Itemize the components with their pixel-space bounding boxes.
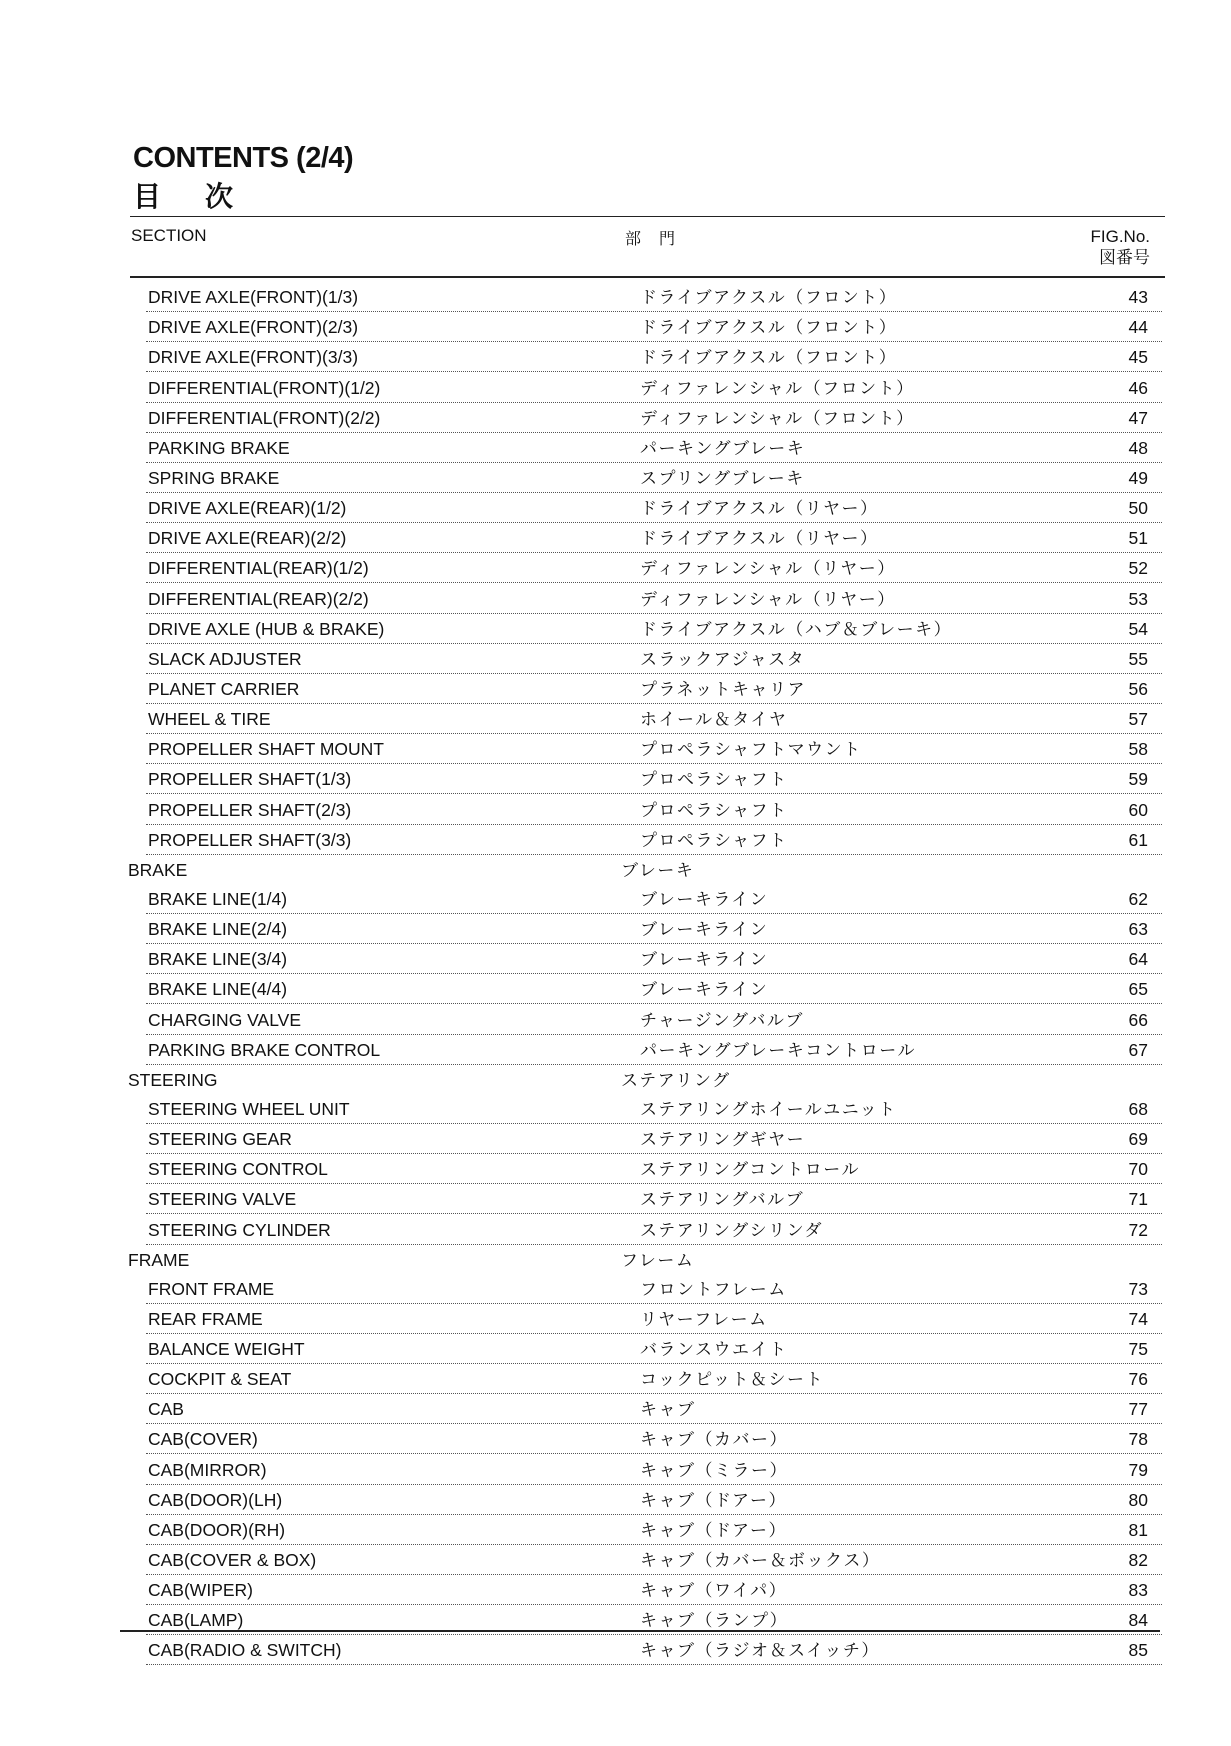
fig-number: 84 [1128, 1610, 1148, 1631]
section-name: BRAKE LINE(3/4) [148, 949, 288, 970]
fig-number: 53 [1128, 588, 1148, 609]
fig-number: 43 [1128, 287, 1148, 308]
section-name: FRONT FRAME [148, 1278, 275, 1299]
fig-number: 85 [1128, 1640, 1148, 1661]
section-name-ja: ホイール＆タイヤ [640, 710, 788, 731]
contents-row[interactable] [146, 1424, 1162, 1454]
section-name-ja: ドライブアクスル（ハブ＆ブレーキ） [640, 619, 953, 640]
fig-number: 72 [1128, 1219, 1148, 1240]
fig-number: 74 [1128, 1308, 1148, 1329]
section-name: DIFFERENTIAL(REAR)(1/2) [148, 558, 369, 579]
section-name: BALANCE WEIGHT [148, 1339, 305, 1360]
section-name-ja: キャブ（カバー＆ボックス） [640, 1551, 881, 1572]
section-name-ja: キャブ（ラジオ＆スイッチ） [640, 1641, 880, 1662]
contents-row[interactable] [146, 282, 1162, 312]
section-name: CAB [148, 1399, 184, 1420]
contents-row[interactable] [146, 614, 1162, 644]
contents-row[interactable] [146, 523, 1162, 553]
section-name: PROPELLER SHAFT(2/3) [148, 799, 352, 820]
section-name-ja: プロペラシャフト [640, 830, 788, 851]
section-name-ja: キャブ（ワイパ） [640, 1581, 788, 1602]
contents-row[interactable] [146, 1364, 1162, 1394]
section-name-ja: プロペラシャフトマウント [640, 740, 862, 761]
section-name-ja: ドライブアクスル（リヤー） [640, 529, 879, 550]
section-name-ja: ドライブアクスル（フロント） [640, 318, 898, 339]
section-name-ja: バランスウエイト [640, 1340, 788, 1361]
fig-number: 48 [1128, 437, 1148, 458]
contents-row[interactable] [146, 1035, 1162, 1065]
contents-row[interactable] [146, 794, 1162, 824]
contents-row[interactable] [146, 312, 1162, 342]
fig-number: 46 [1128, 377, 1148, 398]
section-name: DRIVE AXLE (HUB & BRAKE) [148, 618, 385, 639]
section-name: CAB(COVER) [148, 1429, 258, 1450]
section-name: FRAME [128, 1249, 190, 1270]
section-name-ja: キャブ（カバー） [640, 1430, 788, 1451]
contents-row[interactable] [146, 342, 1162, 372]
section-name-ja: ディファレンシャル（リヤー） [640, 559, 896, 580]
fig-number: 64 [1128, 949, 1148, 970]
contents-row[interactable] [146, 644, 1162, 674]
section-name-ja: キャブ [640, 1400, 696, 1421]
contents-row[interactable] [146, 1485, 1162, 1515]
section-name-ja: キャブ（ドアー） [640, 1490, 787, 1511]
section-name-ja: ブレーキライン [640, 980, 769, 1001]
section-name: DIFFERENTIAL(REAR)(2/2) [148, 588, 369, 609]
section-name: CAB(LAMP) [148, 1610, 244, 1631]
section-name-ja: ステアリングホイールユニット [640, 1099, 897, 1120]
section-name: PARKING BRAKE CONTROL [148, 1039, 381, 1060]
contents-row[interactable] [146, 1575, 1162, 1605]
section-name-ja: コックピット＆シート [640, 1370, 824, 1391]
contents-row[interactable] [146, 463, 1162, 493]
contents-row[interactable] [146, 1545, 1162, 1575]
contents-row[interactable] [146, 1304, 1162, 1334]
fig-no-label-ja: 図番号 [1099, 248, 1150, 267]
fig-number: 71 [1128, 1189, 1148, 1210]
section-name-ja: ドライブアクスル（フロント） [640, 288, 898, 309]
section-name: STEERING CYLINDER [148, 1219, 331, 1240]
section-name: DRIVE AXLE(REAR)(2/2) [148, 528, 347, 549]
fig-number: 70 [1128, 1159, 1148, 1180]
section-name-ja: ブレーキライン [640, 920, 769, 941]
section-name-ja: ディファレンシャル（フロント） [640, 408, 915, 429]
fig-number: 68 [1128, 1098, 1148, 1119]
section-name: CAB(DOOR)(LH) [148, 1489, 283, 1510]
section-name: PROPELLER SHAFT MOUNT [148, 739, 384, 760]
fig-number: 49 [1128, 467, 1148, 488]
section-name: SLACK ADJUSTER [148, 648, 302, 669]
section-name-ja: ステアリング [621, 1070, 731, 1091]
section-name: CAB(DOOR)(RH) [148, 1519, 286, 1540]
fig-number: 50 [1128, 498, 1148, 519]
section-name: COCKPIT & SEAT [148, 1369, 292, 1390]
section-name-ja: ステアリングギヤー [640, 1130, 806, 1151]
section-name: PROPELLER SHAFT(3/3) [148, 829, 352, 850]
section-name: WHEEL & TIRE [148, 709, 271, 730]
section-name-ja: キャブ（ランプ） [640, 1611, 789, 1632]
fig-number: 73 [1128, 1278, 1148, 1299]
section-name: DRIVE AXLE(FRONT)(2/3) [148, 317, 359, 338]
fig-number: 76 [1128, 1369, 1148, 1390]
fig-number: 67 [1128, 1039, 1148, 1060]
section-name: BRAKE LINE(4/4) [148, 979, 288, 1000]
section-name: CAB(MIRROR) [148, 1459, 267, 1480]
contents-row[interactable] [146, 764, 1162, 794]
section-group-row [0, 855, 1231, 884]
section-name-ja: スプリングブレーキ [640, 468, 805, 489]
section-name: STEERING CONTROL [148, 1159, 328, 1180]
section-name-ja: ブレーキ [621, 860, 695, 881]
bottom-rule [120, 1630, 1160, 1632]
fig-number: 45 [1128, 347, 1148, 368]
section-name-ja: キャブ（ドアー） [640, 1520, 787, 1541]
fig-number: 78 [1128, 1429, 1148, 1450]
contents-row[interactable] [146, 704, 1162, 734]
contents-row[interactable] [146, 372, 1162, 402]
section-name-ja: ドライブアクスル（リヤー） [640, 499, 879, 520]
column-header-department: 部門 [625, 229, 694, 248]
section-name: STEERING VALVE [148, 1189, 297, 1210]
fig-number: 56 [1128, 678, 1148, 699]
fig-number: 58 [1128, 739, 1148, 760]
contents-row[interactable] [146, 583, 1162, 613]
section-name-ja: フレーム [621, 1250, 695, 1271]
fig-number: 59 [1128, 769, 1148, 790]
section-name-ja: フロントフレーム [640, 1279, 787, 1300]
section-name-ja: パーキングブレーキ [640, 438, 806, 459]
section-name: SPRING BRAKE [148, 467, 280, 488]
section-name: CHARGING VALVE [148, 1009, 301, 1030]
section-name-ja: パーキングブレーキコントロール [640, 1040, 916, 1061]
page-title-ja: 目次 [133, 180, 278, 213]
fig-number: 82 [1128, 1550, 1148, 1571]
section-name-ja: ステアリングバルブ [640, 1190, 805, 1211]
section-name: DRIVE AXLE(REAR)(1/2) [148, 498, 347, 519]
contents-row[interactable] [146, 914, 1162, 944]
contents-row[interactable] [146, 1124, 1162, 1154]
section-name-ja: ステアリングシリンダ [640, 1220, 823, 1241]
section-name: BRAKE LINE(1/4) [148, 888, 288, 909]
contents-row[interactable] [146, 974, 1162, 1004]
section-name: BRAKE [128, 859, 188, 880]
contents-row[interactable] [146, 403, 1162, 433]
fig-number: 44 [1128, 317, 1148, 338]
section-name: CAB(RADIO & SWITCH) [148, 1640, 342, 1661]
contents-row[interactable] [146, 1214, 1162, 1244]
section-name-ja: ディファレンシャル（リヤー） [640, 589, 896, 610]
section-name: BRAKE LINE(2/4) [148, 919, 288, 940]
section-name-ja: リヤーフレーム [640, 1309, 768, 1330]
fig-number: 77 [1128, 1399, 1148, 1420]
section-name-ja: チャージングバルブ [640, 1010, 804, 1031]
contents-row[interactable] [146, 884, 1162, 914]
section-name: DRIVE AXLE(FRONT)(3/3) [148, 347, 359, 368]
contents-row[interactable] [146, 1184, 1162, 1214]
section-name-ja: ステアリングコントロール [640, 1160, 860, 1181]
fig-number: 47 [1128, 407, 1148, 428]
section-name: PLANET CARRIER [148, 678, 300, 699]
fig-number: 51 [1128, 528, 1148, 549]
contents-row[interactable] [146, 1454, 1162, 1484]
section-name-ja: ブレーキライン [640, 889, 769, 910]
fig-number: 80 [1128, 1489, 1148, 1510]
fig-number: 54 [1128, 618, 1148, 639]
section-name-ja: キャブ（ミラー） [640, 1460, 788, 1481]
contents-row[interactable] [146, 433, 1162, 463]
contents-row[interactable] [146, 1515, 1162, 1545]
section-group-row [0, 1245, 1231, 1274]
fig-no-label: FIG.No. [1090, 227, 1150, 246]
fig-number: 57 [1128, 709, 1148, 730]
fig-number: 65 [1128, 979, 1148, 1000]
fig-number: 81 [1128, 1519, 1148, 1540]
section-name: CAB(WIPER) [148, 1580, 253, 1601]
section-name-ja: ドライブアクスル（フロント） [640, 348, 898, 369]
section-name: PROPELLER SHAFT(1/3) [148, 769, 352, 790]
contents-row[interactable] [146, 553, 1162, 583]
contents-row[interactable] [146, 1004, 1162, 1034]
section-name: REAR FRAME [148, 1308, 263, 1329]
fig-number: 66 [1128, 1009, 1148, 1030]
column-header-fig-no [1060, 226, 1150, 268]
column-header-section: SECTION [131, 226, 207, 245]
contents-row[interactable] [146, 944, 1162, 974]
contents-row[interactable] [146, 1635, 1162, 1665]
contents-row[interactable] [146, 674, 1162, 704]
page-title: CONTENTS (2/4) [133, 142, 354, 174]
fig-number: 52 [1128, 558, 1148, 579]
contents-row[interactable] [146, 1274, 1162, 1304]
section-name: STEERING GEAR [148, 1129, 292, 1150]
section-name-ja: プラネットキャリア [640, 679, 806, 700]
section-name: DIFFERENTIAL(FRONT)(1/2) [148, 377, 381, 398]
section-name-ja: スラックアジャスタ [640, 649, 806, 670]
fig-number: 61 [1128, 829, 1148, 850]
contents-row[interactable] [146, 1154, 1162, 1184]
contents-row[interactable] [146, 493, 1162, 523]
section-name-ja: プロペラシャフト [640, 770, 788, 791]
contents-row[interactable] [146, 1094, 1162, 1124]
section-name-ja: ディファレンシャル（フロント） [640, 378, 915, 399]
section-name: STEERING [128, 1069, 218, 1090]
section-name: DIFFERENTIAL(FRONT)(2/2) [148, 407, 381, 428]
contents-row[interactable] [146, 825, 1162, 855]
section-name: DRIVE AXLE(FRONT)(1/3) [148, 287, 359, 308]
top-rule [130, 216, 1165, 217]
contents-row[interactable] [146, 734, 1162, 764]
fig-number: 55 [1128, 648, 1148, 669]
section-name-ja: ブレーキライン [640, 950, 769, 971]
section-group-row [0, 1065, 1231, 1094]
fig-number: 75 [1128, 1339, 1148, 1360]
contents-list [0, 282, 1231, 1665]
fig-number: 69 [1128, 1129, 1148, 1150]
fig-number: 63 [1128, 919, 1148, 940]
section-name: CAB(COVER & BOX) [148, 1550, 317, 1571]
section-name: STEERING WHEEL UNIT [148, 1098, 350, 1119]
header-rule [130, 276, 1165, 278]
fig-number: 83 [1128, 1580, 1148, 1601]
contents-row[interactable] [146, 1334, 1162, 1364]
fig-number: 60 [1128, 799, 1148, 820]
contents-row[interactable] [146, 1394, 1162, 1424]
fig-number: 62 [1128, 888, 1148, 909]
section-name-ja: プロペラシャフト [640, 800, 788, 821]
fig-number: 79 [1128, 1459, 1148, 1480]
section-name: PARKING BRAKE [148, 437, 290, 458]
